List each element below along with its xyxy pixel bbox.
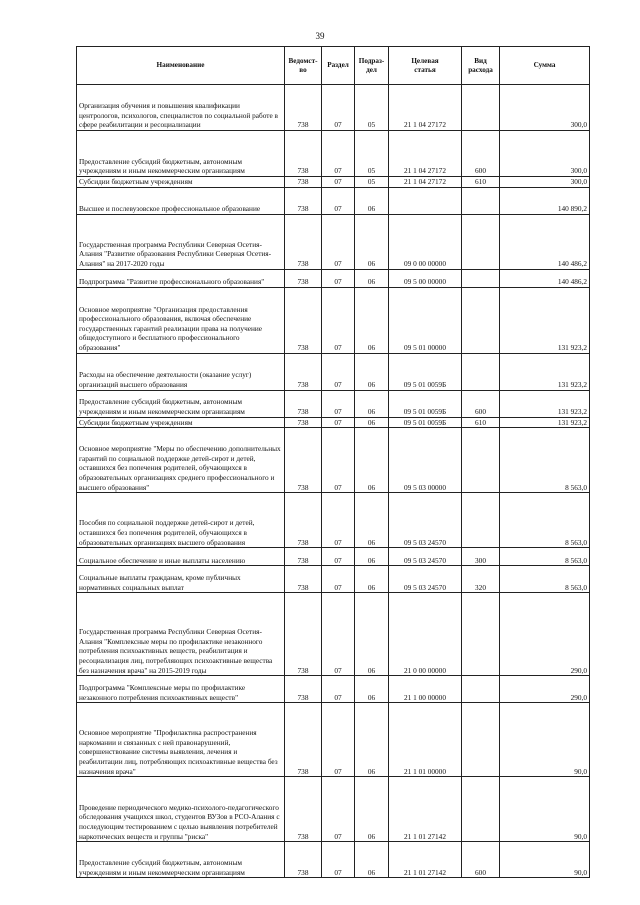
row-section: 07 [322, 703, 355, 777]
header-section: Раздел [322, 47, 355, 85]
row-section: 07 [322, 85, 355, 131]
header-expense-type-text: Вид расхода [468, 56, 493, 74]
header-department [285, 47, 322, 85]
row-amount: 8 563,0 [500, 493, 590, 548]
row-target: 09 5 01 0059Б [389, 353, 462, 390]
header-subsection [355, 47, 389, 85]
row-section: 07 [322, 842, 355, 878]
row-target: 09 5 01 00000 [389, 287, 462, 353]
row-section: 07 [322, 353, 355, 390]
row-name: Проведение периодического медико-психолого-педагогического обследования учащихся школ, студентов ВУЗов в РСО-Алания с последующим тестированием с целью выявления потребителей наркотических веществ и группы "риска" [77, 777, 285, 842]
row-subsection: 06 [355, 417, 389, 428]
row-section: 07 [322, 548, 355, 566]
row-section: 07 [322, 187, 355, 214]
row-expense-type [462, 493, 500, 548]
budget-table [76, 46, 590, 878]
row-subsection: 06 [355, 187, 389, 214]
row-name: Предоставление субсидий бюджетным, автономным учреждениям и иным некоммерческим организациям [77, 390, 285, 417]
row-department: 738 [285, 548, 322, 566]
row-amount: 131 923,2 [500, 353, 590, 390]
row-section: 07 [322, 428, 355, 493]
row-expense-type: 320 [462, 566, 500, 593]
row-target: 09 5 03 24570 [389, 548, 462, 566]
row-expense-type [462, 85, 500, 131]
row-expense-type: 610 [462, 417, 500, 428]
row-target: 09 0 00 00000 [389, 214, 462, 269]
row-department: 738 [285, 269, 322, 287]
row-target: 21 0 00 00000 [389, 593, 462, 676]
table-row [77, 287, 590, 353]
row-amount: 8 563,0 [500, 548, 590, 566]
row-amount: 90,0 [500, 842, 590, 878]
table-row [77, 676, 590, 703]
row-expense-type: 600 [462, 390, 500, 417]
table-row [77, 593, 590, 676]
row-amount: 131 923,2 [500, 417, 590, 428]
row-expense-type [462, 428, 500, 493]
row-name: Государственная программа Республики Северная Осетия-Алания "Развитие образования Республики Северная Осетия-Алания" на 2017-2020 годы [77, 214, 285, 269]
row-department: 738 [285, 566, 322, 593]
row-amount: 90,0 [500, 777, 590, 842]
row-section: 07 [322, 593, 355, 676]
row-name: Предоставление субсидий бюджетным, автономным учреждениям и иным некоммерческим организациям [77, 131, 285, 177]
header-subsection-text: Подраз- дел [358, 56, 385, 74]
row-amount: 290,0 [500, 676, 590, 703]
row-name: Основное мероприятие "Меры по обеспечению дополнительных гарантий по социальной поддержке детей-сирот и детей, оставшихся без попечения родителей, обучающихся в образовательных организациях среднего профессионального и высшего образования" [77, 428, 285, 493]
row-name: Социальные выплаты гражданам, кроме публичных нормативных социальных выплат [77, 566, 285, 593]
row-target: 09 5 03 00000 [389, 428, 462, 493]
row-amount: 300,0 [500, 177, 590, 188]
row-department: 738 [285, 85, 322, 131]
row-department: 738 [285, 417, 322, 428]
row-department: 738 [285, 842, 322, 878]
row-amount: 140 486,2 [500, 214, 590, 269]
table-row [77, 428, 590, 493]
row-department: 738 [285, 593, 322, 676]
row-subsection: 05 [355, 177, 389, 188]
table-row [77, 177, 590, 188]
row-expense-type [462, 269, 500, 287]
row-expense-type [462, 676, 500, 703]
table-row [77, 493, 590, 548]
row-department: 738 [285, 131, 322, 177]
row-target: 09 5 00 00000 [389, 269, 462, 287]
row-section: 07 [322, 269, 355, 287]
row-subsection: 06 [355, 269, 389, 287]
row-section: 07 [322, 566, 355, 593]
table-row [77, 390, 590, 417]
row-subsection: 06 [355, 566, 389, 593]
row-target: 09 5 03 24570 [389, 566, 462, 593]
row-section: 07 [322, 390, 355, 417]
row-section: 07 [322, 131, 355, 177]
header-target [389, 47, 462, 85]
row-expense-type: 600 [462, 842, 500, 878]
row-amount: 90,0 [500, 703, 590, 777]
table-row [77, 214, 590, 269]
row-target: 21 1 04 27172 [389, 85, 462, 131]
row-name: Организация обучения и повышения квалификации центрологов, психологов, специалистов по социальной работе в сфере реабилитации и ресоциализации [77, 85, 285, 131]
row-department: 738 [285, 214, 322, 269]
row-expense-type: 300 [462, 548, 500, 566]
row-target: 09 5 03 24570 [389, 493, 462, 548]
row-expense-type [462, 187, 500, 214]
row-target: 21 1 01 27142 [389, 842, 462, 878]
table-row [77, 703, 590, 777]
row-department: 738 [285, 703, 322, 777]
row-target: 09 5 01 0059Б [389, 417, 462, 428]
row-expense-type [462, 214, 500, 269]
row-expense-type [462, 703, 500, 777]
row-subsection: 06 [355, 703, 389, 777]
table-row [77, 85, 590, 131]
row-target: 21 1 00 00000 [389, 676, 462, 703]
row-subsection: 06 [355, 428, 389, 493]
row-department: 738 [285, 676, 322, 703]
row-subsection: 06 [355, 593, 389, 676]
row-amount: 8 563,0 [500, 428, 590, 493]
row-amount: 290,0 [500, 593, 590, 676]
row-section: 07 [322, 287, 355, 353]
row-expense-type: 610 [462, 177, 500, 188]
header-row [77, 47, 590, 85]
row-subsection: 06 [355, 390, 389, 417]
table-row [77, 417, 590, 428]
row-section: 07 [322, 493, 355, 548]
row-subsection: 06 [355, 287, 389, 353]
row-subsection: 05 [355, 85, 389, 131]
row-amount: 300,0 [500, 131, 590, 177]
row-department: 738 [285, 428, 322, 493]
row-target: 21 1 01 00000 [389, 703, 462, 777]
table-row [77, 777, 590, 842]
row-department: 738 [285, 390, 322, 417]
row-target [389, 187, 462, 214]
header-amount: Сумма [500, 47, 590, 85]
header-target-text: Целевая статья [411, 56, 439, 74]
row-target: 21 1 04 27172 [389, 177, 462, 188]
row-target: 21 1 04 27172 [389, 131, 462, 177]
row-expense-type [462, 777, 500, 842]
row-name: Высшее и послевузовское профессиональное образование [77, 187, 285, 214]
row-department: 738 [285, 353, 322, 390]
row-department: 738 [285, 177, 322, 188]
row-subsection: 06 [355, 842, 389, 878]
row-department: 738 [285, 287, 322, 353]
row-amount: 131 923,2 [500, 287, 590, 353]
row-section: 07 [322, 214, 355, 269]
header-department-text: Ведомст- во [288, 56, 318, 74]
row-subsection: 06 [355, 676, 389, 703]
row-amount: 140 486,2 [500, 269, 590, 287]
row-name: Предоставление субсидий бюджетным, автономным учреждениям и иным некоммерческим организациям [77, 842, 285, 878]
row-amount: 140 890,2 [500, 187, 590, 214]
row-name: Основное мероприятие "Профилактика распространения наркомании и связанных с ней правонарушений, совершенствование системы выявления, лечения и реабилитации лиц, потребляющих психоактивные вещества без назначения врача" [77, 703, 285, 777]
row-subsection: 05 [355, 131, 389, 177]
row-name: Пособия по социальной поддержке детей-сирот и детей, оставшихся без попечения родителей, обучающихся в образовательных организациях высшего образования [77, 493, 285, 548]
row-subsection: 06 [355, 548, 389, 566]
row-section: 07 [322, 777, 355, 842]
table-row [77, 548, 590, 566]
row-name: Основное мероприятие "Организация предоставления профессионального образования, включая обеспечение государственных гарантий реализации права на получение общедоступного и бесплатного профессионального образования" [77, 287, 285, 353]
row-name: Субсидии бюджетным учреждениям [77, 417, 285, 428]
row-subsection: 06 [355, 493, 389, 548]
table-row [77, 269, 590, 287]
table-row [77, 353, 590, 390]
row-name: Подпрограмма "Развитие профессионального образования" [77, 269, 285, 287]
page-number: 39 [315, 31, 325, 41]
row-name: Расходы на обеспечение деятельности (оказание услуг) организаций высшего образования [77, 353, 285, 390]
table-row [77, 131, 590, 177]
table-row [77, 566, 590, 593]
row-section: 07 [322, 417, 355, 428]
row-expense-type [462, 287, 500, 353]
row-section: 07 [322, 676, 355, 703]
row-expense-type [462, 353, 500, 390]
row-subsection: 06 [355, 214, 389, 269]
row-expense-type: 600 [462, 131, 500, 177]
table-row [77, 842, 590, 878]
header-name: Наименование [77, 47, 285, 85]
row-amount: 131 923,2 [500, 390, 590, 417]
row-section: 07 [322, 177, 355, 188]
row-name: Субсидии бюджетным учреждениям [77, 177, 285, 188]
header-expense-type [462, 47, 500, 85]
row-subsection: 06 [355, 353, 389, 390]
row-name: Государственная программа Республики Северная Осетия-Алания "Комплексные меры по профилактике незаконного потребления психоактивных веществ, реабилитация и ресоциализация лиц, потребляющих психоактивные вещества без назначения врача" на 2015-2019 годы [77, 593, 285, 676]
table-row [77, 187, 590, 214]
row-department: 738 [285, 187, 322, 214]
row-subsection: 06 [355, 777, 389, 842]
row-target: 09 5 01 0059Б [389, 390, 462, 417]
row-name: Социальное обеспечение и иные выплаты населению [77, 548, 285, 566]
row-amount: 8 563,0 [500, 566, 590, 593]
row-name: Подпрограмма "Комплексные меры по профилактике незаконного потребления психоактивных веществ" [77, 676, 285, 703]
row-expense-type [462, 593, 500, 676]
row-department: 738 [285, 493, 322, 548]
row-amount: 300,0 [500, 85, 590, 131]
row-target: 21 1 01 27142 [389, 777, 462, 842]
row-department: 738 [285, 777, 322, 842]
